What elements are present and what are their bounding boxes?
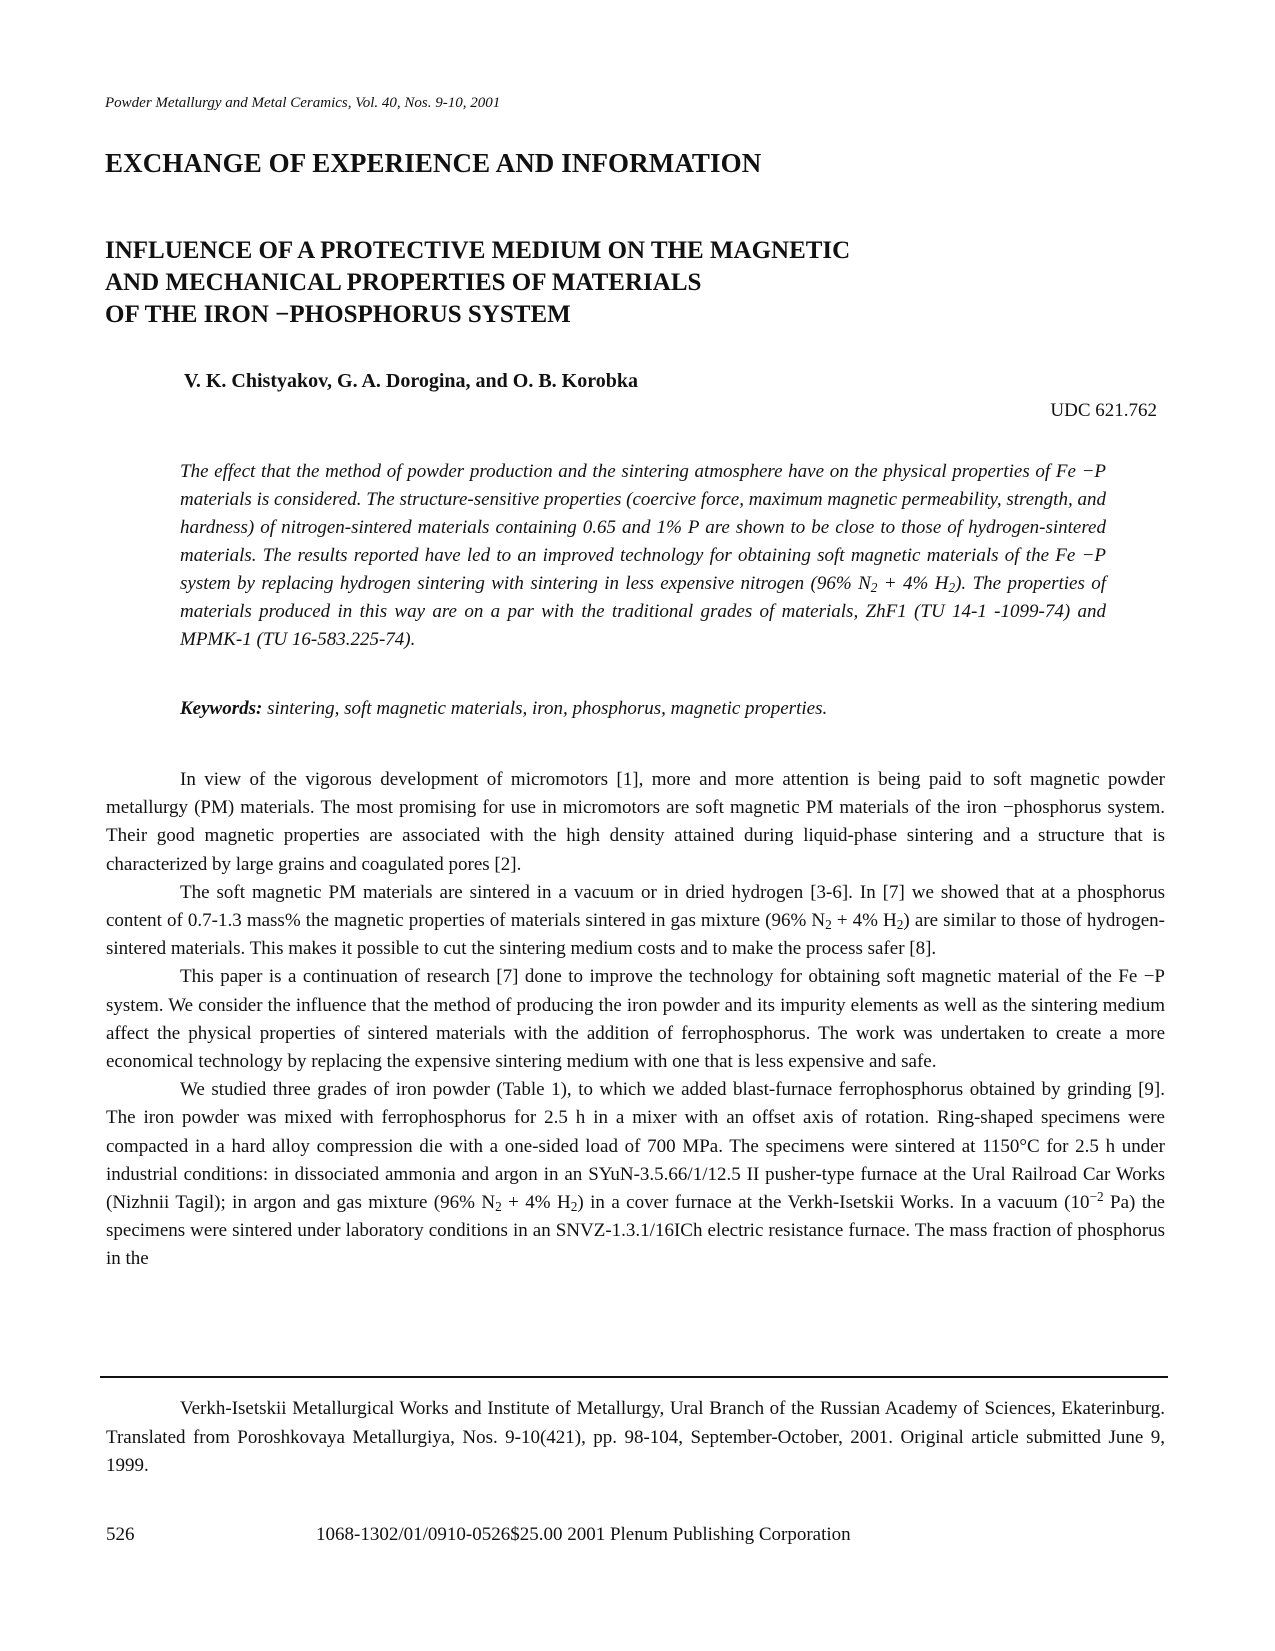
affiliation-footnote [106, 1395, 1165, 1481]
page-number: 526 [106, 1524, 135, 1545]
title-line: INFLUENCE OF A PROTECTIVE MEDIUM ON THE MAGNETIC [105, 237, 851, 264]
keywords [180, 698, 1106, 720]
paragraph: In view of the vigorous development of micromotors [1], more and more attention is being paid to soft magnetic powder metallurgy (PM) materials. The most promising for use in micromotors are soft magnetic PM materials of the iron −phosphorus system. Their good magnetic properties are associated with the high density attained during liquid-phase sintering and a structure that is characterized by large grains and coagulated pores [2]. [106, 769, 1165, 875]
article-title [105, 235, 850, 331]
title-line: AND MECHANICAL PROPERTIES OF MATERIALS [105, 269, 702, 296]
abstract-text: The effect that the method of powder production and the sintering atmosphere have on the physical properties of Fe −P materials is considered. The structure-sensitive properties (coercive force, maximum magnetic permeability, strength, and hardness) of nitrogen-sintered materials containing 0.65 and 1% P are shown to be close to those of hydrogen-sintered materials. The results reported have led to an improved technology for obtaining soft magnetic materials of the Fe −P system by replacing hydrogen sintering with sintering in less expensive nitrogen (96% $N_2 + 4\%$ $H_2$). The properties of materials produced in this way are on a par with the traditional grades of materials, ZhF1 (TU 14-1 -1099-74) and MPMK-1 (TU 16-583.225-74). [180, 461, 1107, 650]
authors: V. K. Chistyakov, G. A. Dorogina, and O. B. Korobka [184, 370, 639, 392]
paragraph: This paper is a continuation of research [7] done to improve the technology for obtaining soft magnetic material of the Fe −P system. We consider the influence that the method of producing the iron powder and its impurity elements as well as the sintering medium affect the physical properties of sintered materials with the addition of ferrophosphorus. The work was undertaken to create a more economical technology by replacing the expensive sintering medium with one that is less expensive and safe. [106, 966, 1165, 1073]
publisher-code: 1068-1302/01/0910-0526$25.00 2001 Plenum Publishing Corporation [316, 1524, 851, 1545]
affiliation-text: Verkh-Isetskii Metallurgical Works and Institute of Metallurgy, Ural Branch of the Russian Academy of Sciences, Ekaterinburg. Translated from Poroshkovaya Metallurgiya, Nos. 9-10(421), pp. 98-104, September-October, 2001. Original article submitted June 9, 1999. [106, 1398, 1165, 1476]
paragraph: The soft magnetic PM materials are sintered in a vacuum or in dried hydrogen [3-6]. In [7] we showed that at a phosphorus content of 0.7-1.3 mass% the magnetic properties of materials sintered in gas mixture (96% $N_2 + 4\%$ $H_2$) are similar to those of hydrogen-sintered materials. This makes it possible to cut the sintering medium costs and to make the process safer [8]. [106, 881, 1165, 960]
udc-code: UDC 621.762 [1050, 400, 1157, 421]
keywords-label: Keywords: [180, 698, 263, 719]
paragraph: We studied three grades of iron powder (Table 1), to which we added blast-furnace ferrophosphorus obtained by grinding [9]. The iron powder was mixed with ferrophosphorus for 2.5 h in a mixer with an offset axis of rotation. Ring-shaped specimens were compacted in a hard alloy compression die with a one-sided load of 700 MPa. The specimens were sintered at 1150°C for 2.5 h under industrial conditions: in dissociated ammonia and argon in an SYuN-3.5.66/1/12.5 II pusher-type furnace at the Ural Railroad Car Works (Nizhnii Tagil); in argon and gas mixture (96% $N_2 + 4\%$ $H_2$) in a cover furnace at the Verkh-Isetskii Works. In a vacuum ($10^{-2}$ Pa) the specimens were sintered under laboratory conditions in an SNVZ-1.3.1/16ICh electric resistance furnace. The mass fraction of phosphorus in the [106, 1079, 1165, 1270]
footnote-divider [100, 1376, 1168, 1378]
keywords-list: sintering, soft magnetic materials, iron, phosphorus, magnetic properties. [262, 698, 828, 719]
journal-running-head: Powder Metallurgy and Metal Ceramics, Vol. 40, Nos. 9-10, 2001 [105, 95, 501, 111]
abstract [180, 458, 1106, 654]
title-line: OF THE IRON −PHOSPHORUS SYSTEM [105, 301, 571, 328]
section-title: EXCHANGE OF EXPERIENCE AND INFORMATION [105, 148, 762, 178]
body-text [106, 766, 1165, 1274]
